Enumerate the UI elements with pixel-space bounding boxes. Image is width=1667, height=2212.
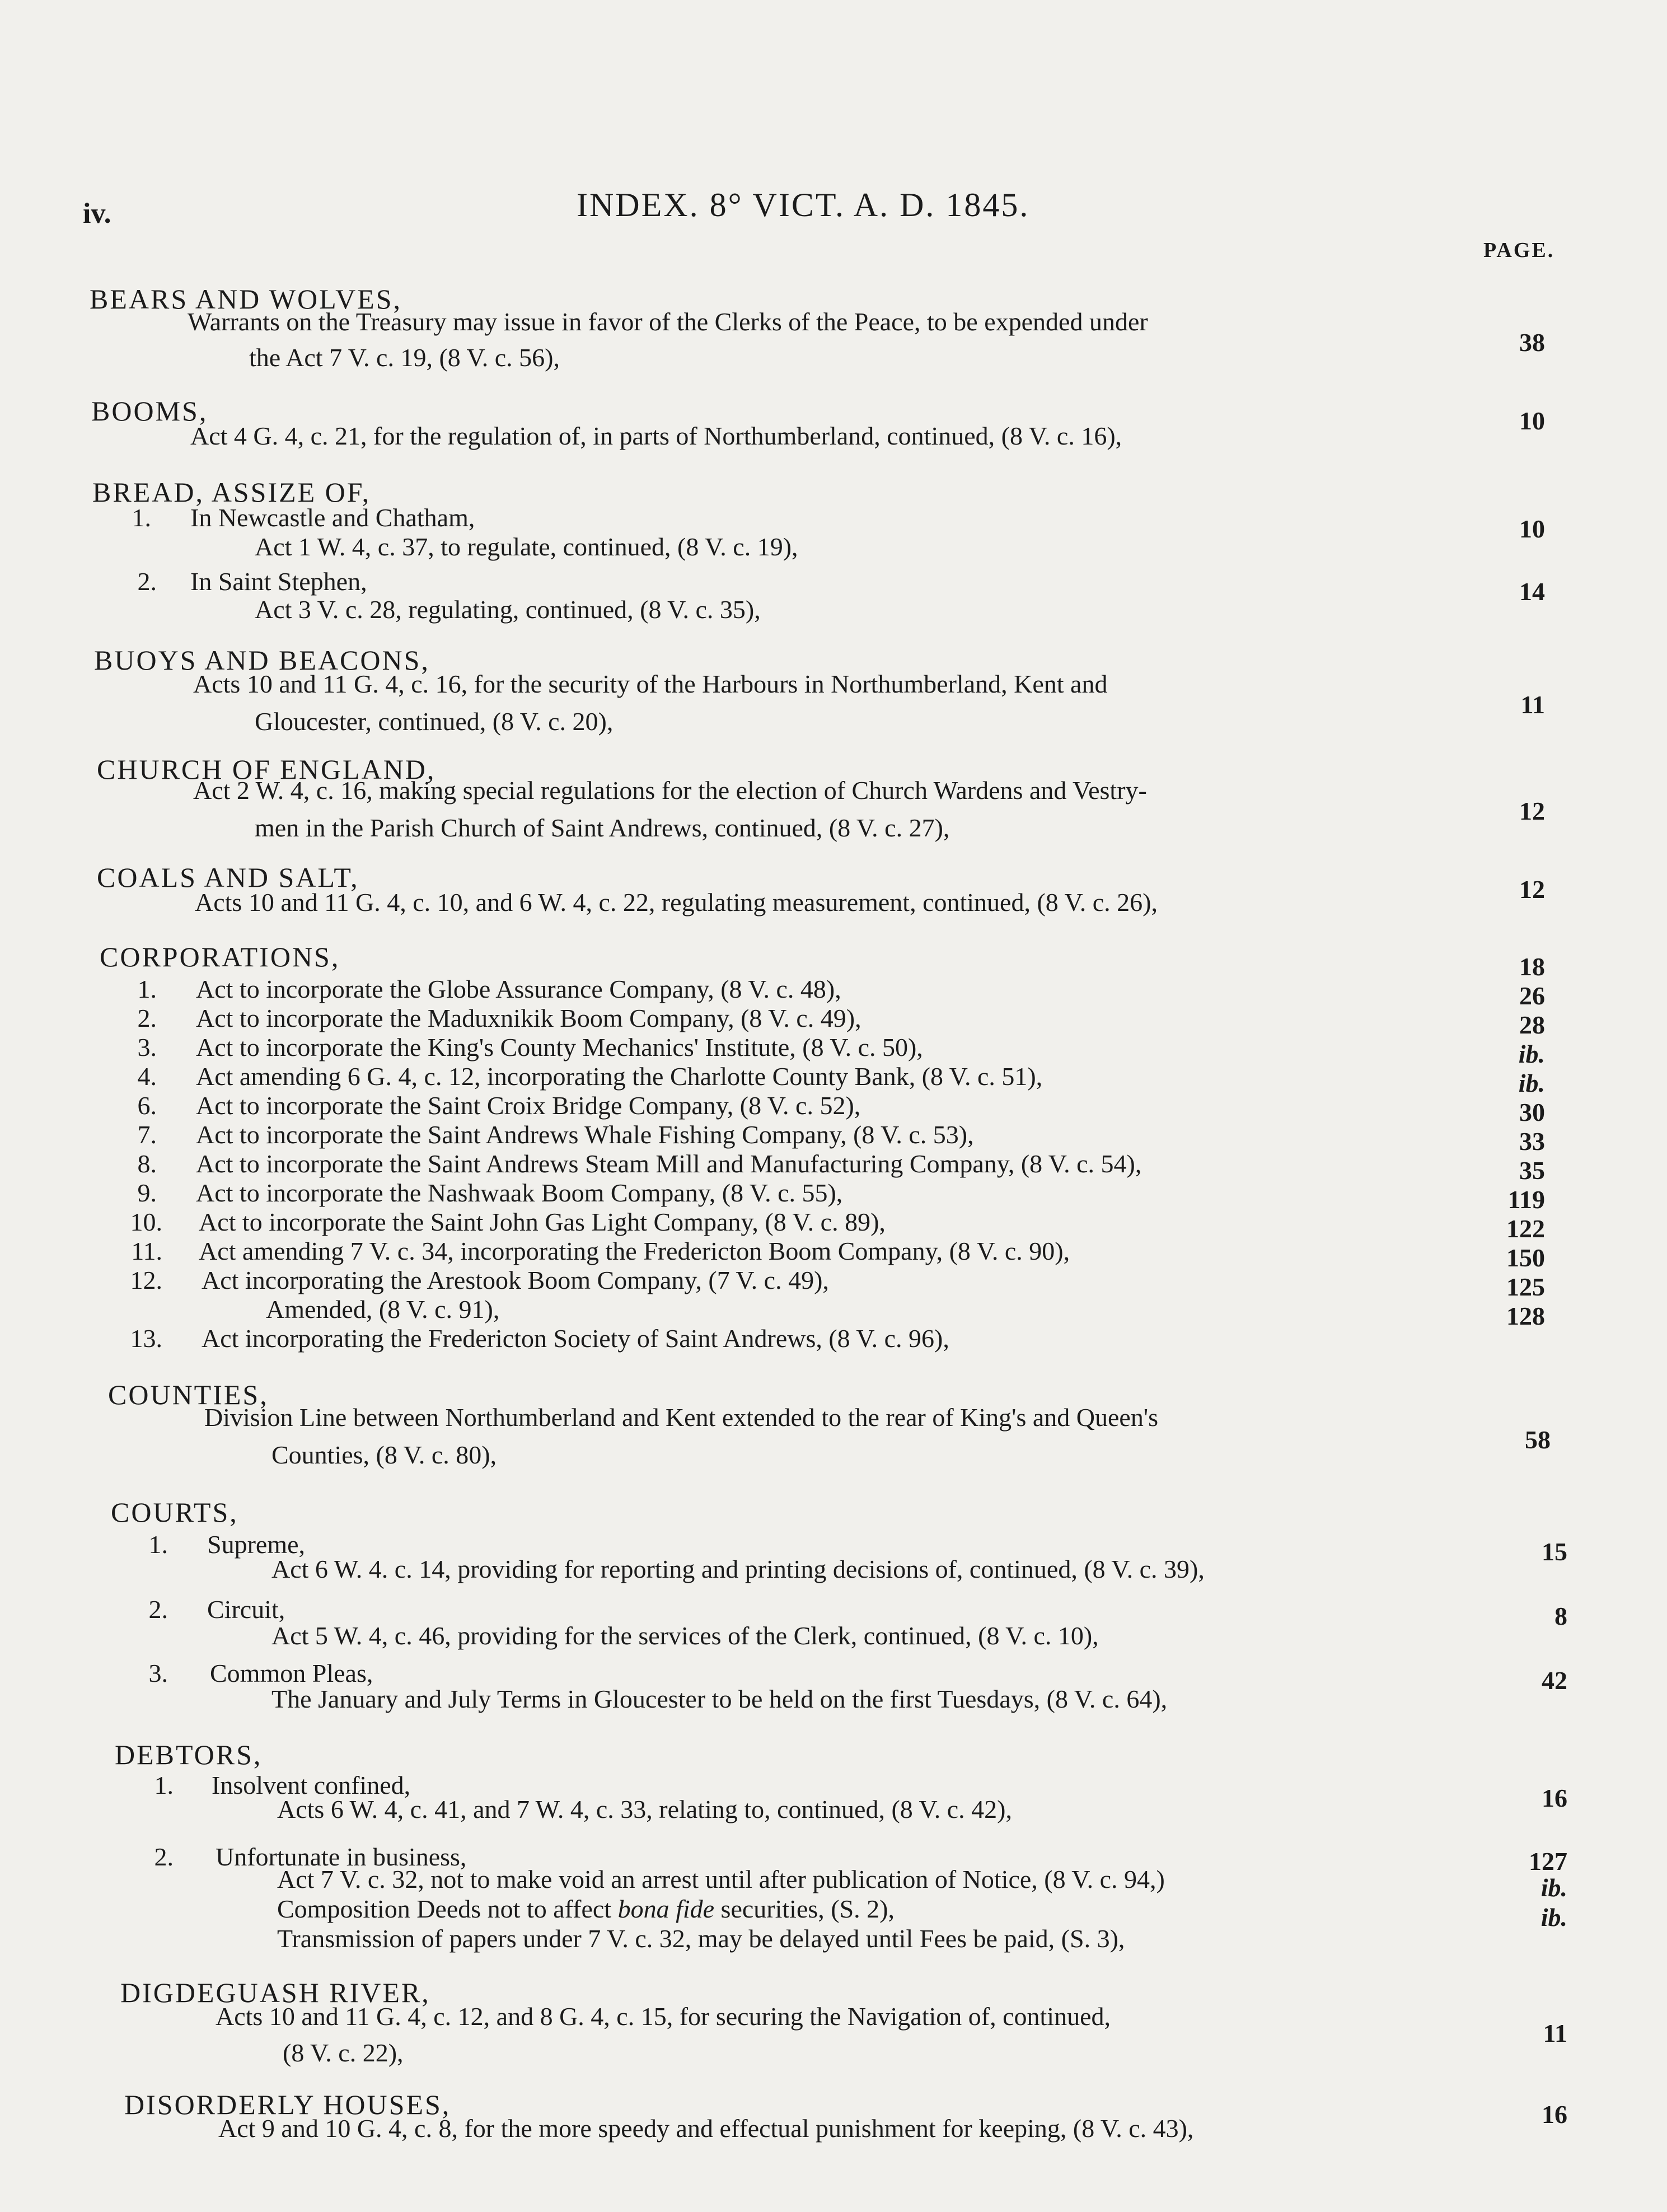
page-ref: 125: [1506, 1273, 1545, 1301]
page-ref: 8: [1554, 1602, 1567, 1630]
entry-line: Amended, (8 V. c. 91),: [266, 1295, 500, 1324]
entry-line: [277, 1894, 895, 1924]
page-ref: 15: [1542, 1537, 1567, 1566]
entry-number: 13.: [130, 1324, 162, 1353]
page-ref: ib.: [1540, 1903, 1567, 1932]
page-ref: 122: [1506, 1214, 1545, 1243]
entry-text: Composition Deeds not to affect: [277, 1895, 618, 1923]
page-ref: 26: [1519, 981, 1545, 1010]
entry-number: 11.: [131, 1237, 162, 1265]
entry-line: Insolvent confined,: [212, 1771, 411, 1799]
page-ref: ib.: [1518, 1069, 1545, 1097]
entry-line: Act 6 W. 4. c. 14, providing for reporting and printing decisions of, continued, (8 V. c. 39),: [271, 1555, 1205, 1583]
entry-line: Act 7 V. c. 32, not to make void an arrest until after publication of Notice, (8 V. c. 94,): [277, 1865, 1165, 1893]
page-ref: 42: [1542, 1666, 1567, 1695]
entry-line: Act 2 W. 4, c. 16, making special regulations for the election of Church Wardens and Vestry-: [193, 776, 1147, 805]
section-heading: DISORDERLY HOUSES,: [124, 2089, 451, 2120]
entry-number: 1.: [154, 1771, 174, 1799]
entry-line: Act to incorporate the Saint John Gas Light Company, (8 V. c. 89),: [199, 1208, 886, 1236]
entry-line: Counties, (8 V. c. 80),: [271, 1441, 497, 1469]
section-heading: DIGDEGUASH RIVER,: [120, 1977, 430, 2008]
entry-number: 2.: [137, 567, 157, 596]
page-ref: 12: [1519, 797, 1545, 825]
entry-line: the Act 7 V. c. 19, (8 V. c. 56),: [249, 343, 560, 372]
entry-number: 1.: [148, 1530, 168, 1559]
entry-line: Supreme,: [207, 1530, 306, 1559]
entry-line: Acts 6 W. 4, c. 41, and 7 W. 4, c. 33, relating to, continued, (8 V. c. 42),: [277, 1795, 1012, 1823]
section-heading: CORPORATIONS,: [100, 941, 340, 972]
page-ref: 28: [1519, 1011, 1545, 1039]
section-heading: BUOYS AND BEACONS,: [94, 644, 430, 676]
page-ref: 127: [1529, 1847, 1567, 1876]
entry-line: Division Line between Northumberland and Kent extended to the rear of King's and Queen's: [204, 1403, 1159, 1432]
page-ref: 16: [1542, 2100, 1567, 2129]
page-ref: 58: [1525, 1425, 1551, 1454]
entry-line: The January and July Terms in Gloucester to be held on the first Tuesdays, (8 V. c. 64),: [271, 1685, 1168, 1713]
entry-line: Unfortunate in business,: [216, 1842, 467, 1871]
entry-number: 1.: [137, 975, 157, 1003]
section-heading: COALS AND SALT,: [97, 862, 359, 893]
entry-line: In Saint Stephen,: [190, 567, 367, 596]
page-ref: 12: [1519, 875, 1545, 904]
section-heading: BREAD, ASSIZE OF,: [92, 476, 371, 508]
page-ref: 11: [1520, 690, 1545, 719]
entry-line: Common Pleas,: [210, 1659, 373, 1687]
entry-number: 10.: [130, 1208, 162, 1236]
entry-line: Act 9 and 10 G. 4, c. 8, for the more speedy and effectual punishment for keeping, (8 V. c. 43),: [218, 2114, 1194, 2143]
entry-line: men in the Parish Church of Saint Andrews, continued, (8 V. c. 27),: [255, 813, 950, 842]
entry-italic-text: bona fide: [617, 1895, 715, 1923]
entry-number: 2.: [154, 1842, 174, 1871]
page-ref: 18: [1519, 952, 1545, 981]
entry-line: Act amending 6 G. 4, c. 12, incorporating the Charlotte County Bank, (8 V. c. 51),: [196, 1062, 1043, 1091]
entry-number: 7.: [137, 1120, 157, 1149]
entry-line: Act to incorporate the Globe Assurance Company, (8 V. c. 48),: [196, 975, 841, 1003]
entry-line: Acts 10 and 11 G. 4, c. 16, for the security of the Harbours in Northumberland, Kent and: [193, 670, 1108, 698]
page-ref: 10: [1519, 406, 1545, 435]
page-ref: 35: [1519, 1156, 1545, 1185]
entry-number: 12.: [130, 1266, 162, 1294]
entry-line: Circuit,: [207, 1595, 285, 1624]
entry-line: Act 5 W. 4, c. 46, providing for the services of the Clerk, continued, (8 V. c. 10),: [271, 1621, 1099, 1650]
page-title: INDEX. 8° VICT. A. D. 1845.: [577, 186, 1030, 223]
entry-line: Act 1 W. 4, c. 37, to regulate, continued, (8 V. c. 19),: [255, 532, 798, 561]
entry-line: Gloucester, continued, (8 V. c. 20),: [255, 707, 614, 736]
entry-line: Transmission of papers under 7 V. c. 32, may be delayed until Fees be paid, (S. 3),: [277, 1924, 1125, 1953]
section-heading: BOOMS,: [91, 395, 208, 427]
entry-number: 2.: [137, 1004, 157, 1032]
entry-number: 4.: [137, 1062, 157, 1091]
entry-number: 9.: [137, 1179, 157, 1207]
entry-text: securities, (S. 2),: [714, 1895, 895, 1923]
page-ref: 128: [1506, 1302, 1545, 1330]
entry-line: Acts 10 and 11 G. 4, c. 12, and 8 G. 4, c. 15, for securing the Navigation of, continued,: [216, 2002, 1111, 2031]
entry-line: Warrants on the Treasury may issue in favor of the Clerks of the Peace, to be expended under: [188, 307, 1148, 336]
entry-number: 2.: [148, 1595, 168, 1624]
entry-number: 8.: [137, 1149, 157, 1178]
entry-line: Act to incorporate the Saint Andrews Steam Mill and Manufacturing Company, (8 V. c. 54),: [196, 1149, 1142, 1178]
page-ref: 10: [1519, 515, 1545, 543]
page-ref: 38: [1519, 328, 1545, 357]
entry-line: Act to incorporate the Maduxnikik Boom Company, (8 V. c. 49),: [196, 1004, 861, 1032]
page-ref: 11: [1543, 2019, 1567, 2047]
page-ref: ib.: [1518, 1040, 1545, 1068]
page-ref: 33: [1519, 1127, 1545, 1156]
entry-line: Act to incorporate the Saint Croix Bridge Company, (8 V. c. 52),: [196, 1091, 861, 1120]
section-heading: COURTS,: [111, 1497, 238, 1528]
entry-line: Act incorporating the Fredericton Society of Saint Andrews, (8 V. c. 96),: [202, 1324, 949, 1353]
entry-line: Act to incorporate the Saint Andrews Whale Fishing Company, (8 V. c. 53),: [196, 1120, 974, 1149]
entry-line: In Newcastle and Chatham,: [190, 503, 475, 532]
section-heading: COUNTIES,: [108, 1379, 269, 1410]
entry-line: Act amending 7 V. c. 34, incorporating the Fredericton Boom Company, (8 V. c. 90),: [199, 1237, 1070, 1265]
entry-line: Act 4 G. 4, c. 21, for the regulation of, in parts of Northumberland, continued, (8 V. c. 16),: [190, 422, 1122, 450]
entry-number: 6.: [137, 1091, 157, 1120]
page-ref: 16: [1542, 1784, 1567, 1812]
section-heading: DEBTORS,: [115, 1739, 263, 1770]
entry-line: Act 3 V. c. 28, regulating, continued, (8 V. c. 35),: [255, 595, 761, 624]
page-ref: 14: [1519, 577, 1545, 606]
entry-line: (8 V. c. 22),: [283, 2038, 404, 2067]
section-heading: BEARS AND WOLVES,: [90, 283, 402, 315]
page-ref: ib.: [1540, 1873, 1567, 1902]
entry-line: Act incorporating the Arestook Boom Company, (7 V. c. 49),: [202, 1266, 829, 1294]
page-column-label: PAGE.: [1483, 238, 1555, 262]
page-number: iv.: [83, 198, 111, 230]
section-heading: CHURCH OF ENGLAND,: [97, 754, 436, 785]
page-ref: 30: [1519, 1098, 1545, 1126]
entry-line: Act to incorporate the Nashwaak Boom Company, (8 V. c. 55),: [196, 1179, 843, 1207]
entry-number: 3.: [148, 1659, 168, 1687]
entry-line: Acts 10 and 11 G. 4, c. 10, and 6 W. 4, c. 22, regulating measurement, continued, (8 V. c. 26),: [195, 888, 1158, 916]
entry-number: 3.: [137, 1033, 157, 1061]
page-ref: 150: [1506, 1243, 1545, 1272]
entry-number: 1.: [132, 503, 151, 532]
entry-line: Act to incorporate the King's County Mechanics' Institute, (8 V. c. 50),: [196, 1033, 923, 1061]
page-ref: 119: [1507, 1185, 1545, 1214]
